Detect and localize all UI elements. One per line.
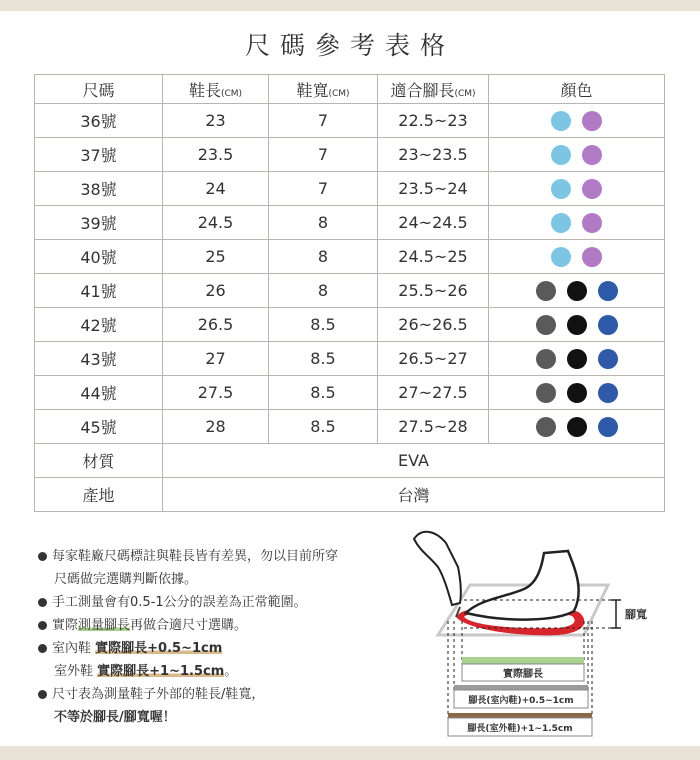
foot-measure-illustration <box>408 525 700 747</box>
color-swatch-black <box>567 383 587 403</box>
foot-length-cell: 24.5~25 <box>378 240 489 274</box>
length-cell: 25 <box>163 240 269 274</box>
color-swatch-gray <box>536 383 556 403</box>
color-swatch-black <box>567 281 587 301</box>
table-row <box>35 308 665 342</box>
table-row <box>35 342 665 376</box>
table-row <box>35 172 665 206</box>
table-row <box>35 274 665 308</box>
length-cell: 27 <box>163 342 269 376</box>
width-cell: 7 <box>269 104 378 138</box>
actual-foot-label: 實際腳長 <box>503 669 543 680</box>
header-colors: 顏色 <box>489 75 665 104</box>
header-length: 鞋長(CM) <box>163 75 269 104</box>
origin-label: 產地 <box>35 478 163 512</box>
width-cell: 7 <box>269 172 378 206</box>
length-cell: 26.5 <box>163 308 269 342</box>
width-cell: 8.5 <box>269 308 378 342</box>
color-swatch-light-blue <box>551 145 571 165</box>
foot-length-cell: 23~23.5 <box>378 138 489 172</box>
colors-cell <box>489 206 665 240</box>
table-row <box>35 138 665 172</box>
header-size: 尺碼 <box>35 75 163 104</box>
foot-length-cell: 26.5~27 <box>378 342 489 376</box>
color-swatch-purple <box>582 179 602 199</box>
size-cell: 41號 <box>35 274 163 308</box>
table-row <box>35 240 665 274</box>
colors-cell <box>489 376 665 410</box>
outdoor-bar <box>448 713 592 718</box>
table-row <box>35 376 665 410</box>
note-1-cont: 尺碼做完選購判斷依據。 <box>54 572 198 587</box>
color-swatch-gray <box>536 349 556 369</box>
material-label: 材質 <box>35 444 163 478</box>
note-5-cont: 不等於腳長/腳寬喔！ <box>54 710 176 725</box>
length-cell: 27.5 <box>163 376 269 410</box>
color-swatch-blue <box>598 383 618 403</box>
colors-cell <box>489 172 665 206</box>
width-label: 腳寬 <box>625 608 647 621</box>
color-swatch-light-blue <box>551 247 571 267</box>
table-header-row <box>35 75 665 104</box>
bullet-icon <box>38 644 47 653</box>
colors-cell <box>489 240 665 274</box>
width-cell: 8.5 <box>269 410 378 444</box>
size-cell: 45號 <box>35 410 163 444</box>
color-swatch-purple <box>582 111 602 131</box>
color-swatch-blue <box>598 315 618 335</box>
color-swatch-gray <box>536 281 556 301</box>
foot-length-cell: 24~24.5 <box>378 206 489 240</box>
size-cell: 43號 <box>35 342 163 376</box>
top-band <box>0 0 700 11</box>
length-cell: 28 <box>163 410 269 444</box>
material-row <box>35 444 665 478</box>
notes <box>38 545 438 729</box>
length-cell: 26 <box>163 274 269 308</box>
width-cell: 8 <box>269 274 378 308</box>
color-swatch-light-blue <box>551 179 571 199</box>
table-row <box>35 104 665 138</box>
size-cell: 44號 <box>35 376 163 410</box>
color-swatch-light-blue <box>551 111 571 131</box>
width-cell: 8 <box>269 240 378 274</box>
bullet-icon <box>38 690 47 699</box>
length-cell: 24.5 <box>163 206 269 240</box>
page-title: 尺碼參考表格 <box>244 31 455 60</box>
size-rows <box>35 104 665 444</box>
size-cell: 38號 <box>35 172 163 206</box>
length-cell: 24 <box>163 172 269 206</box>
note-2: 手工測量會有0.5-1公分的誤差為正常範圍。 <box>38 591 438 614</box>
size-cell: 39號 <box>35 206 163 240</box>
color-swatch-gray <box>536 417 556 437</box>
color-swatch-gray <box>536 315 556 335</box>
note-4-cont: 室外鞋 實際腳長+1~1.5cm。 <box>54 664 238 679</box>
foot-length-cell: 22.5~23 <box>378 104 489 138</box>
color-swatch-blue <box>598 417 618 437</box>
note-1: 每家鞋廠尺碼標註與鞋長皆有差異，勿以目前所穿 <box>38 545 438 568</box>
indoor-bar <box>454 685 588 690</box>
note-3: 實際測量腳長再做合適尺寸選購。 <box>38 614 438 637</box>
colors-cell <box>489 342 665 376</box>
size-table <box>34 74 665 512</box>
hand-icon <box>414 532 461 605</box>
foot-length-cell: 23.5~24 <box>378 172 489 206</box>
foot-length-cell: 27~27.5 <box>378 376 489 410</box>
note-4: 室內鞋 實際腳長+0.5~1cm <box>38 637 438 660</box>
origin-row <box>35 478 665 512</box>
origin-value: 台灣 <box>163 478 665 512</box>
size-cell: 40號 <box>35 240 163 274</box>
color-swatch-black <box>567 315 587 335</box>
bullet-icon <box>38 598 47 607</box>
header-width: 鞋寬(CM) <box>269 75 378 104</box>
size-cell: 42號 <box>35 308 163 342</box>
color-swatch-blue <box>598 281 618 301</box>
length-cell: 23.5 <box>163 138 269 172</box>
foot-length-cell: 26~26.5 <box>378 308 489 342</box>
length-cell: 23 <box>163 104 269 138</box>
color-swatch-purple <box>582 213 602 233</box>
colors-cell <box>489 308 665 342</box>
note-5: 尺寸表為測量鞋子外部的鞋長/鞋寬， <box>38 683 438 706</box>
foot-length-cell: 25.5~26 <box>378 274 489 308</box>
actual-foot-bar <box>462 657 584 664</box>
colors-cell <box>489 410 665 444</box>
colors-cell <box>489 104 665 138</box>
size-cell: 37號 <box>35 138 163 172</box>
outdoor-label: 腳長(室外鞋)+1~1.5cm <box>467 724 573 734</box>
color-swatch-purple <box>582 145 602 165</box>
bullet-icon <box>38 621 47 630</box>
colors-cell <box>489 274 665 308</box>
colors-cell <box>489 138 665 172</box>
table-row <box>35 206 665 240</box>
color-swatch-light-blue <box>551 213 571 233</box>
indoor-label: 腳長(室內鞋)+0.5~1cm <box>468 696 574 706</box>
foot-length-cell: 27.5~28 <box>378 410 489 444</box>
table-row <box>35 410 665 444</box>
width-cell: 8 <box>269 206 378 240</box>
width-cell: 8.5 <box>269 376 378 410</box>
header-foot-length: 適合腳長(CM) <box>378 75 489 104</box>
width-cell: 7 <box>269 138 378 172</box>
color-swatch-purple <box>582 247 602 267</box>
width-cell: 8.5 <box>269 342 378 376</box>
color-swatch-black <box>567 349 587 369</box>
size-cell: 36號 <box>35 104 163 138</box>
bullet-icon <box>38 552 47 561</box>
color-swatch-blue <box>598 349 618 369</box>
material-value: EVA <box>163 444 665 478</box>
bottom-band <box>0 746 700 760</box>
color-swatch-black <box>567 417 587 437</box>
